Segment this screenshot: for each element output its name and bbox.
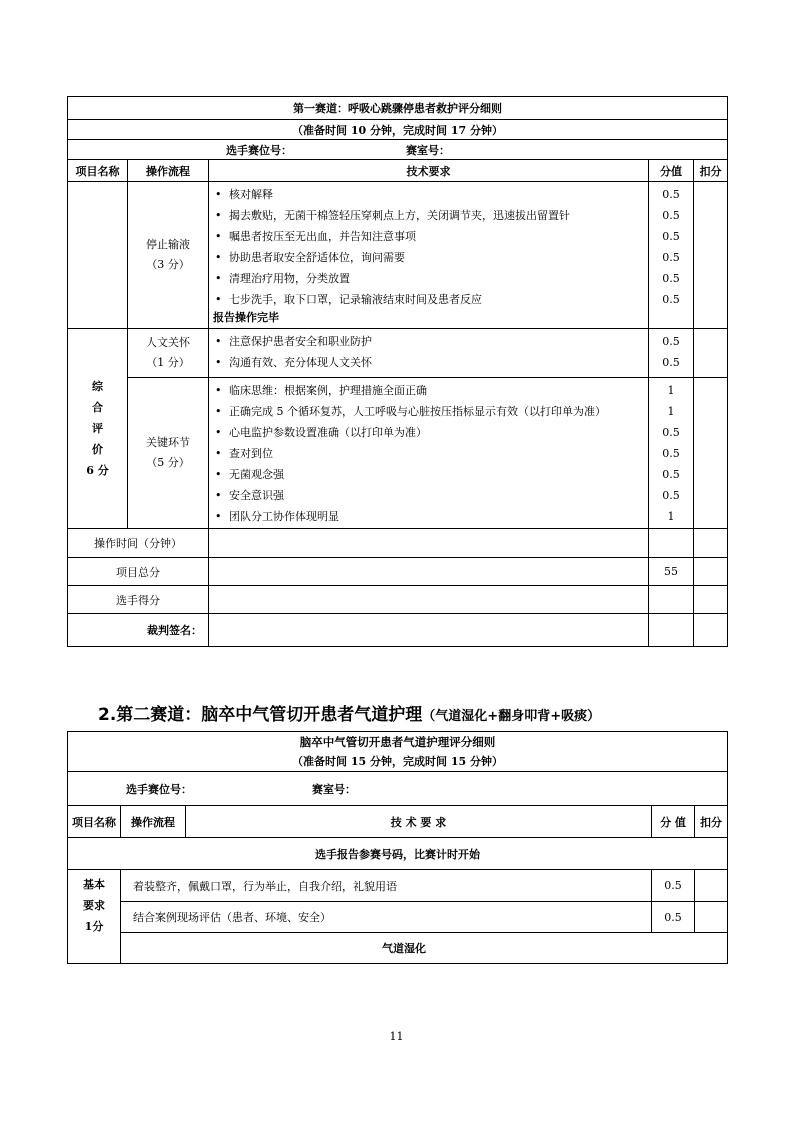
- deduct-cell: [694, 329, 728, 378]
- list-item: • 查对到位: [215, 443, 648, 464]
- header-process: 操作流程: [128, 160, 209, 182]
- key-steps-requirements: [209, 378, 649, 529]
- report-complete: 报告操作完毕: [213, 311, 279, 324]
- airway-humidification-label: 气道湿化: [121, 933, 728, 964]
- player-score-label: 选手得分: [68, 586, 209, 614]
- basic-row-score: 0.5: [652, 902, 695, 933]
- deduct-cell: [694, 182, 728, 329]
- header-deduct: 扣分: [695, 806, 728, 838]
- header-score: 分 值: [652, 806, 695, 838]
- room-label: 赛室号：: [406, 143, 450, 157]
- deduct-cell: [694, 378, 728, 529]
- op-time-label: 操作时间（分钟）: [68, 529, 209, 558]
- list-item: • 嘱患者按压至无出血，并告知注意事项: [215, 226, 648, 247]
- header-deduct: 扣分: [694, 160, 728, 182]
- seat-label: 选手赛位号：: [226, 143, 292, 157]
- room-label: 赛室号：: [312, 782, 356, 796]
- key-steps-scores: 1 1 0.5 0.5 0.5 0.5 1: [649, 378, 694, 529]
- list-item: • 核对解释: [215, 184, 648, 205]
- page-number: 11: [389, 1030, 404, 1043]
- item-blank: [68, 182, 128, 329]
- stop-infusion-scores: 0.5 0.5 0.5 0.5 0.5 0.5: [649, 182, 694, 329]
- humanistic-scores: 0.5 0.5: [649, 329, 694, 378]
- scoring-table-1: [67, 96, 728, 647]
- list-item: • 清理治疗用物，分类放置: [215, 268, 648, 289]
- list-item: • 无菌观念强: [215, 464, 648, 485]
- basic-row-score: 0.5: [652, 870, 695, 902]
- list-item: • 注意保护患者安全和职业防护: [215, 331, 648, 352]
- header-item: 项目名称: [68, 806, 121, 838]
- header-process: 操作流程: [121, 806, 186, 838]
- total-label: 项目总分: [68, 558, 209, 586]
- section-2-heading: 2.第二赛道：脑卒中气管切开患者气道护理（气道湿化+翻身叩背+吸痰）: [98, 705, 601, 725]
- basic-requirements-label: 基本 要求 1分: [68, 870, 121, 964]
- table1-seat-row: [68, 140, 728, 160]
- start-row: 选手报告参赛号码，比赛计时开始: [68, 838, 728, 870]
- judge-sign-label: 裁判签名：: [68, 614, 209, 647]
- list-item: • 安全意识强: [215, 485, 648, 506]
- table1-time-note: （准备时间 10 分钟，完成时间 17 分钟）: [68, 120, 728, 140]
- table1-title: 第一赛道：呼吸心跳骤停患者救护评分细则: [68, 97, 728, 120]
- comprehensive-label: 综 合 评 价 6 分: [68, 329, 128, 529]
- total-value: 55: [649, 558, 694, 586]
- humanistic-requirements: [209, 329, 649, 378]
- basic-row-text: 着装整齐，佩戴口罩，行为举止，自我介绍，礼貌用语: [121, 870, 652, 902]
- header-tech: 技术要求: [209, 160, 649, 182]
- list-item: • 揭去敷贴，无菌干棉签轻压穿刺点上方，关闭调节夹，迅速拔出留置针: [215, 205, 648, 226]
- header-tech: 技 术 要 求: [186, 806, 652, 838]
- list-item: • 临床思维：根据案例，护理措施全面正确: [215, 380, 648, 401]
- list-item: • 心电监护参数设置准确（以打印单为准）: [215, 422, 648, 443]
- list-item: • 协助患者取安全舒适体位，询问需要: [215, 247, 648, 268]
- list-item: • 团队分工协作体现明显: [215, 506, 648, 527]
- table2-time-note: （准备时间 15 分钟，完成时间 15 分钟）: [68, 752, 728, 772]
- table2-title: 脑卒中气管切开患者气道护理评分细则: [68, 732, 728, 752]
- header-score: 分值: [649, 160, 694, 182]
- scoring-table-2: [67, 731, 728, 964]
- basic-row-text: 结合案例现场评估（患者、环境、安全）: [121, 902, 652, 933]
- process-humanistic: 人文关怀 （1 分）: [128, 329, 209, 378]
- list-item: • 正确完成 5 个循环复苏，人工呼吸与心脏按压指标显示有效（以打印单为准）: [215, 401, 648, 422]
- seat-label: 选手赛位号：: [126, 782, 192, 796]
- table2-seat-row: [68, 772, 728, 806]
- stop-infusion-requirements: [209, 182, 649, 329]
- list-item: • 七步洗手，取下口罩，记录输液结束时间及患者反应: [215, 289, 648, 310]
- header-item: 项目名称: [68, 160, 128, 182]
- process-key-steps: 关键环节 （5 分）: [128, 378, 209, 529]
- process-stop-infusion: 停止输液 （3 分）: [128, 182, 209, 329]
- list-item: • 沟通有效、充分体现人文关怀: [215, 352, 648, 373]
